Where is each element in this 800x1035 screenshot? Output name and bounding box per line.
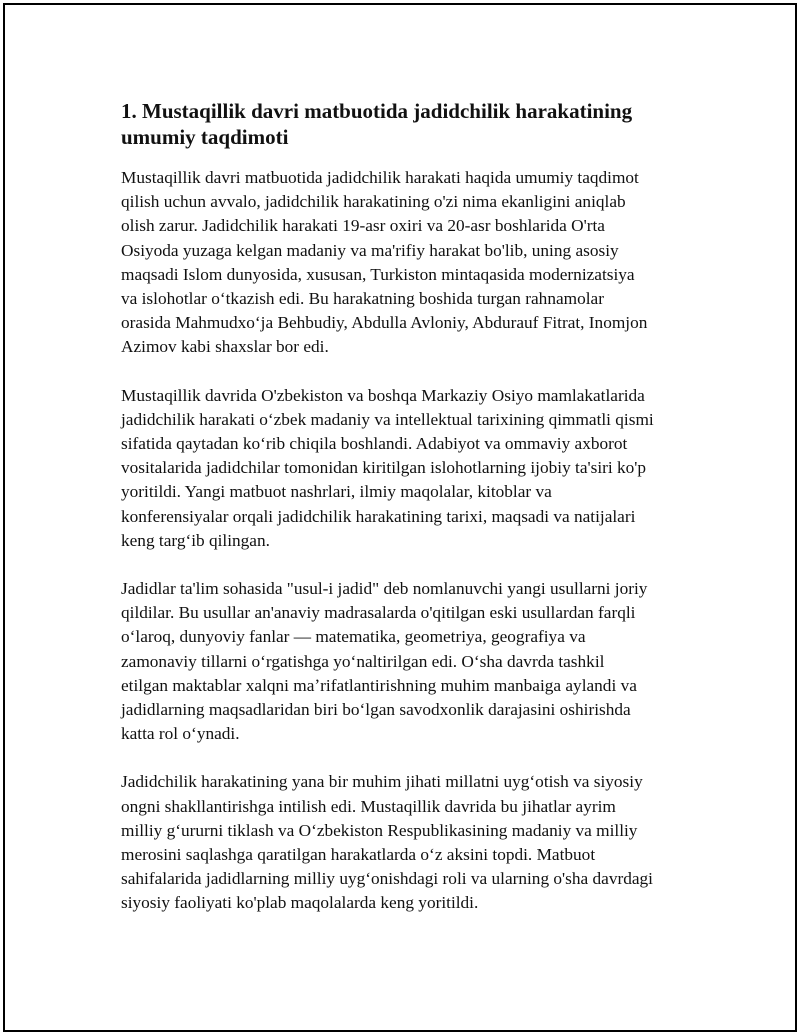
text-line: orasida Mahmudxoʻja Behbudiy, Abdulla Avloniy, Abdurauf Fitrat, Inomjon: [121, 313, 648, 333]
text-line: Mustaqillik davri matbuotida jadidchilik harakati haqida umumiy taqdimot: [121, 168, 639, 187]
text-line: qildilar. Bu usullar an'anaviy madrasalarda o'qitilgan eski usullardan farqli: [121, 603, 636, 623]
text-line: sifatida qaytadan koʻrib chiqila boshlandi. Adabiyot va ommaviy axborot: [121, 434, 628, 454]
section-title: [121, 98, 681, 150]
document-page: [3, 3, 797, 1032]
text-line: Jadidlar ta'lim sohasida "usul-i jadid" deb nomlanuvchi yangi usullarni joriy: [121, 579, 648, 599]
text-line: katta rol oʻynadi.: [121, 724, 240, 744]
text-line: Osiyoda yuzaga kelgan madaniy va ma'rifiy harakat bo'lib, uning asosiy: [121, 240, 619, 260]
text-line: qilish uchun avvalo, jadidchilik harakatining o'zi nima ekanligini aniqlab: [121, 192, 626, 212]
text-line: milliy gʻururni tiklash va Oʻzbekiston Respublikasining madaniy va milliy: [121, 820, 638, 840]
title-line: 1. Mustaqillik davri matbuotida jadidchilik harakatining: [121, 99, 633, 123]
text-line: konferensiyalar orqali jadidchilik harakatining tarixi, maqsadi va natijalari: [121, 506, 636, 526]
text-line: jadidlarning maqsadlaridan biri boʻlgan savodxonlik darajasini oshirishda: [121, 700, 631, 720]
text-line: sahifalarida jadidlarning milliy uygʻonishdagi roli va ularning o'sha davrdagi: [121, 869, 653, 889]
text-line: maqsadi Islom dunyosida, xususan, Turkiston mintaqasida modernizatsiya: [121, 264, 635, 284]
paragraph-1: [121, 166, 681, 360]
text-line: jadidchilik harakati oʻzbek madaniy va intellektual tarixining qimmatli qismi: [121, 409, 654, 429]
text-line: yoritildi. Yangi matbuot nashrlari, ilmiy maqolalar, kitoblar va: [121, 482, 552, 502]
text-line: keng targʻib qilingan.: [121, 530, 270, 550]
text-line: va islohotlar oʻtkazish edi. Bu harakatning boshida turgan rahnamolar: [121, 289, 604, 309]
text-line: siyosiy faoliyati ko'plab maqolalarda keng yoritildi.: [121, 893, 479, 913]
text-line: olish zarur. Jadidchilik harakati 19-asr oxiri va 20-asr boshlarida O'rta: [121, 216, 605, 236]
paragraph-2: [121, 384, 681, 553]
document-content: [121, 98, 681, 940]
paragraph-3: [121, 577, 681, 746]
paragraph-4: [121, 770, 681, 915]
text-line: Azimov kabi shaxslar bor edi.: [121, 337, 329, 357]
text-line: Mustaqillik davrida O'zbekiston va boshqa Markaziy Osiyo mamlakatlarida: [121, 385, 645, 405]
text-line: etilgan maktablar xalqni maʼrifatlantirishning muhim manbaiga aylandi va: [121, 675, 637, 695]
text-line: oʻlaroq, dunyoviy fanlar — matematika, geometriya, geografiya va: [121, 627, 586, 647]
title-line: umumiy taqdimoti: [121, 125, 289, 149]
text-line: Jadidchilik harakatining yana bir muhim jihati millatni uygʻotish va siyosiy: [121, 772, 643, 792]
text-line: merosini saqlashga qaratilgan harakatlarda oʻz aksini topdi. Matbuot: [121, 845, 596, 865]
text-line: vositalarida jadidchilar tomonidan kiritilgan islohotlarning ijobiy ta'siri ko'p: [121, 458, 647, 478]
text-line: ongni shakllantirishga intilish edi. Mustaqillik davrida bu jihatlar ayrim: [121, 796, 616, 816]
text-line: zamonaviy tillarni oʻrgatishga yoʻnaltirilgan edi. Oʻsha davrda tashkil: [121, 651, 605, 671]
